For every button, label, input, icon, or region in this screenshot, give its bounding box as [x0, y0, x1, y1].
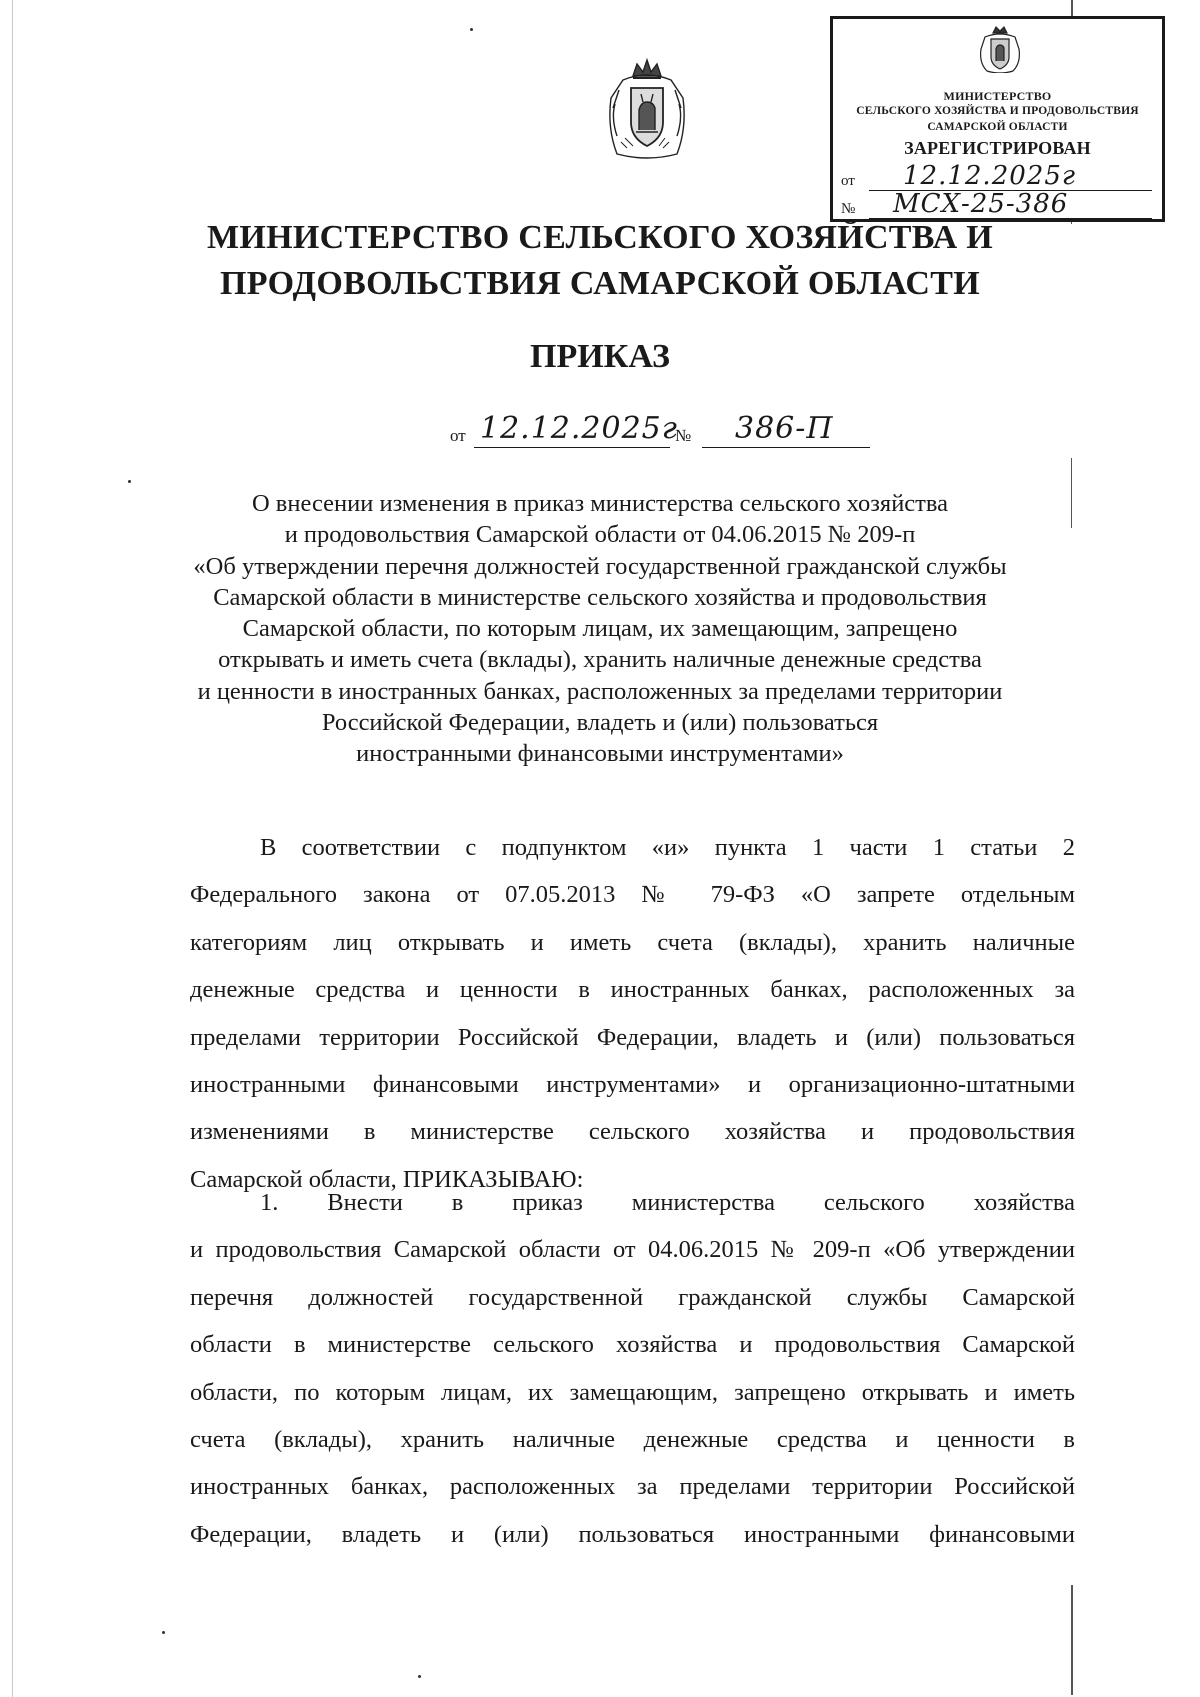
subject-line: открывать и иметь счета (вклады), хранить наличные денежные средства — [218, 646, 982, 674]
preamble-line: изменениями в министерстве сельского хозяйства и продовольствия — [190, 1118, 1075, 1146]
order-number-value: 386-П — [735, 411, 834, 446]
ministry-title-line-1: МИНИСТЕРСТВО СЕЛЬСКОГО ХОЗЯЙСТВА И — [206, 219, 994, 256]
scan-speck — [418, 1675, 421, 1678]
item-1-line: области в министерстве сельского хозяйства и продовольствия Самарской — [190, 1331, 1075, 1359]
registration-stamp — [830, 16, 1165, 222]
item-1-line: Федерации, владеть и (или) пользоваться иностранными финансовыми — [190, 1520, 1075, 1548]
scan-speck — [470, 28, 473, 31]
item-1-line: перечня должностей государственной гражданской службы Самарской — [190, 1283, 1075, 1311]
order-subject — [120, 488, 1080, 770]
coat-of-arms-emblem — [603, 58, 691, 164]
preamble-line: пределами территории Российской Федерации, владеть и (или) пользоваться — [190, 1023, 1075, 1051]
item-1-line: иностранных банках, расположенных за пределами территории Российской — [190, 1473, 1075, 1501]
stamp-date-prefix: от — [841, 173, 855, 189]
stamp-status: ЗАРЕГИСТРИРОВАН — [904, 138, 1091, 158]
stamp-ministry-line: МИНИСТЕРСТВО — [943, 89, 1052, 103]
subject-line: и продовольствия Самарской области от 04.06.2015 № 209-п — [284, 521, 916, 549]
order-number-prefix: № — [675, 426, 692, 445]
subject-line: Самарской области в министерстве сельского хозяйства и продовольствия — [213, 583, 987, 611]
stamp-emblem-icon — [977, 25, 1023, 73]
stamp-number-value: МСХ-25-386 — [893, 189, 1069, 219]
scan-artifact-line — [1071, 222, 1072, 224]
stamp-date-value: 12.12.2025г — [903, 161, 1077, 191]
subject-line: и ценности в иностранных банках, расположенных за пределами территории — [197, 677, 1003, 705]
order-number-underline — [702, 447, 870, 448]
item-1-paragraph — [190, 1179, 1075, 1558]
order-date-underline — [474, 447, 670, 448]
subject-line: иностранными финансовыми инструментами» — [356, 740, 844, 768]
stamp-department-line: СЕЛЬСКОГО ХОЗЯЙСТВА И ПРОДОВОЛЬСТВИЯ — [856, 105, 1139, 117]
item-1-line: и продовольствия Самарской области от 04.06.2015 № 209-п «Об утверждении — [190, 1236, 1075, 1264]
subject-line: «Об утверждении перечня должностей государственной гражданской службы — [193, 552, 1007, 580]
scan-speck — [162, 1631, 165, 1634]
subject-line: Российской Федерации, владеть и (или) пользоваться — [321, 709, 879, 737]
stamp-number-prefix: № — [841, 201, 856, 217]
item-1-line: 1. Внести в приказ министерства сельского хозяйства — [260, 1189, 1075, 1216]
subject-line: О внесении изменения в приказ министерства сельского хозяйства — [251, 490, 949, 517]
item-1-line: счета (вклады), хранить наличные денежные средства и ценности в — [190, 1425, 1075, 1453]
preamble-line: В соответствии с подпунктом «и» пункта 1 части 1 статьи 2 — [260, 834, 1075, 861]
preamble-line: Федерального закона от 07.05.2013 № 79-ФЗ «О запрете отдельным — [190, 881, 1075, 909]
document-type-heading: ПРИКАЗ — [530, 338, 670, 375]
preamble-line: денежные средства и ценности в иностранных банках, расположенных за — [190, 976, 1075, 1004]
order-date-value: 12.12.2025г — [480, 411, 678, 446]
item-1-line: области, по которым лицам, их замещающим, запрещено открывать и иметь — [190, 1378, 1075, 1406]
preamble-line: иностранными финансовыми инструментами» и организационно-штатными — [190, 1070, 1075, 1098]
subject-line: Самарской области, по которым лицам, их замещающим, запрещено — [242, 615, 958, 643]
scan-speck — [128, 480, 131, 483]
ministry-title-line-2: ПРОДОВОЛЬСТВИЯ САМАРСКОЙ ОБЛАСТИ — [220, 265, 980, 302]
preamble-paragraph — [190, 824, 1075, 1203]
order-date-number — [450, 410, 870, 450]
preamble-line: Самарской области, ПРИКАЗЫВАЮ: — [190, 1165, 584, 1193]
scan-artifact-line — [1071, 0, 1073, 16]
stamp-region-line: САМАРСКОЙ ОБЛАСТИ — [927, 121, 1068, 133]
order-date-prefix: от — [450, 426, 466, 445]
preamble-line: категориям лиц открывать и иметь счета (вклады), хранить наличные — [190, 928, 1075, 956]
page-edge — [12, 0, 13, 1697]
scan-artifact-line — [1071, 1585, 1073, 1695]
